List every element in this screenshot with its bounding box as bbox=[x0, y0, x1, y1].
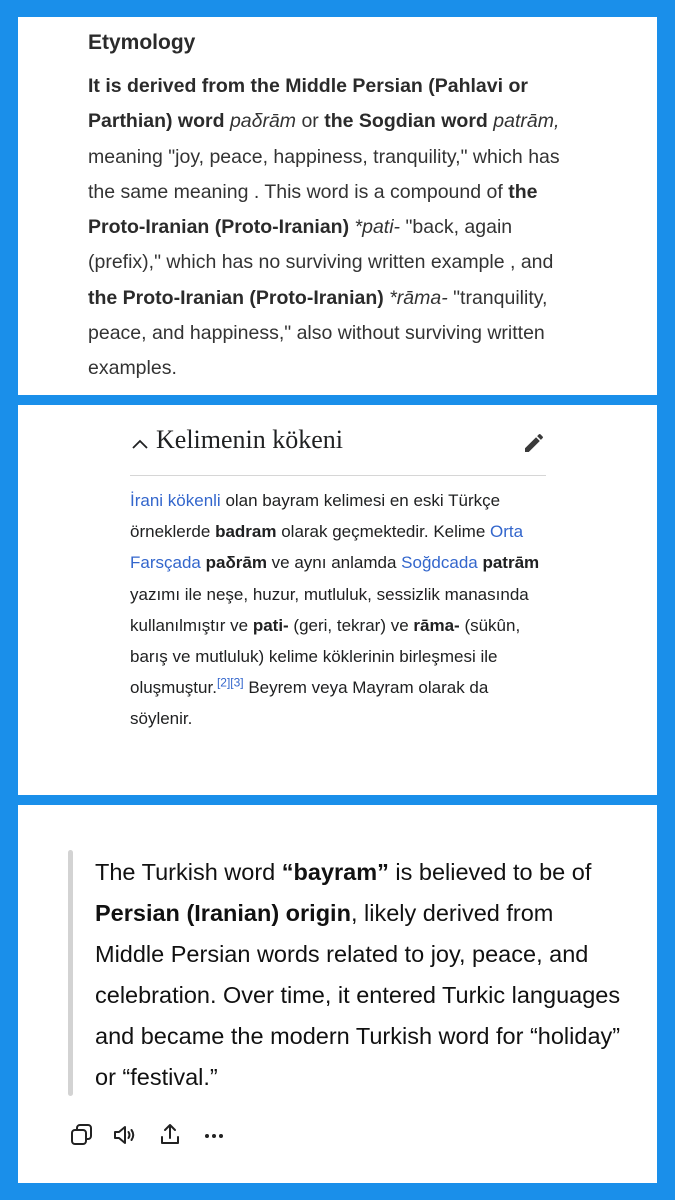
link-irani-kokenli[interactable]: İrani kökenli bbox=[130, 491, 221, 510]
link-sogdcada[interactable]: Soğdcada bbox=[401, 553, 478, 573]
text-span: olan bayram kelimesi en eski Türkçe örneklerde bbox=[130, 491, 501, 542]
reference-3[interactable]: [3] bbox=[230, 675, 244, 690]
word-pati: pati- bbox=[252, 615, 289, 635]
share-icon[interactable] bbox=[156, 1121, 184, 1149]
text-span: (geri, tekrar) ve bbox=[288, 615, 414, 635]
word-patram: patrām, bbox=[493, 110, 560, 133]
chat-answer-panel bbox=[18, 805, 657, 1183]
text-span: meaning "joy, peace, happiness, tranquility," which has the same meaning . This word is a compound of bbox=[88, 145, 560, 203]
quote-bar bbox=[68, 850, 73, 1096]
proto-iranian-phrase: the Proto-Iranian (Proto-Iranian) bbox=[88, 286, 384, 309]
section-title[interactable]: Kelimenin kökeni bbox=[156, 425, 344, 454]
word-rama: rāma- bbox=[413, 615, 460, 635]
link-orta-farscada[interactable]: Orta Farsçada bbox=[130, 522, 524, 573]
more-icon[interactable] bbox=[200, 1121, 228, 1149]
source-phrase: It is derived from the Middle Persian (Pahlavi or Parthian) word bbox=[88, 75, 528, 133]
text-span: yazımı ile neşe, huzur, mutluluk, sessizlik manasında kullanılmıştır ve bbox=[130, 584, 529, 635]
reference-2[interactable]: [2] bbox=[216, 675, 231, 690]
bayram-word: “bayram” bbox=[281, 859, 389, 885]
chevron-up-icon[interactable] bbox=[130, 435, 150, 455]
text-span: The Turkish word bbox=[95, 859, 282, 885]
etymology-text bbox=[88, 69, 588, 387]
sogdian-phrase: the Sogdian word bbox=[324, 110, 488, 133]
etymology-heading: Etymology bbox=[88, 31, 196, 54]
word-padram: paδrām bbox=[205, 553, 267, 573]
word-patram: patrām bbox=[482, 553, 540, 573]
text-span: "tranquility, peace, and happiness," also without surviving written examples. bbox=[88, 286, 548, 380]
edit-pencil-icon[interactable] bbox=[522, 431, 546, 455]
text-span: "back, again (prefix)," which has no surviving written example , and bbox=[88, 216, 554, 274]
word-badram: badram bbox=[215, 522, 277, 542]
text-span: olarak geçmektedir. Kelime bbox=[276, 522, 491, 542]
text-span: , likely derived from Middle Persian words related to joy, peace, and celebration. Over time, it entered Turkic languages and became the modern Turkish word for “holiday” or “festival.” bbox=[95, 900, 621, 1090]
speaker-icon[interactable] bbox=[110, 1121, 138, 1149]
text-span: (sükûn, barış ve mutluluk) kelime köklerinin birleşmesi ile oluşmuştur. bbox=[130, 615, 521, 698]
persian-origin: Persian (Iranian) origin bbox=[95, 900, 351, 926]
section-header[interactable] bbox=[130, 425, 546, 476]
quote-text bbox=[95, 852, 625, 1098]
proto-iranian-phrase: the Proto-Iranian (Proto-Iranian) bbox=[88, 180, 538, 239]
copy-icon[interactable] bbox=[68, 1121, 96, 1149]
word-pati: *pati- bbox=[354, 216, 401, 239]
word-padram: paδrām bbox=[229, 110, 297, 133]
etymology-panel bbox=[18, 17, 657, 395]
text-span: ve aynı anlamda bbox=[266, 553, 402, 573]
kelime-kokeni-panel bbox=[18, 405, 657, 795]
word-rama: *rāma- bbox=[389, 286, 448, 309]
text-span: Beyrem veya Mayram olarak da söylenir. bbox=[130, 678, 489, 729]
text-span: or bbox=[296, 110, 325, 133]
text-span: is believed to be of bbox=[388, 859, 592, 885]
section-text bbox=[130, 485, 550, 735]
